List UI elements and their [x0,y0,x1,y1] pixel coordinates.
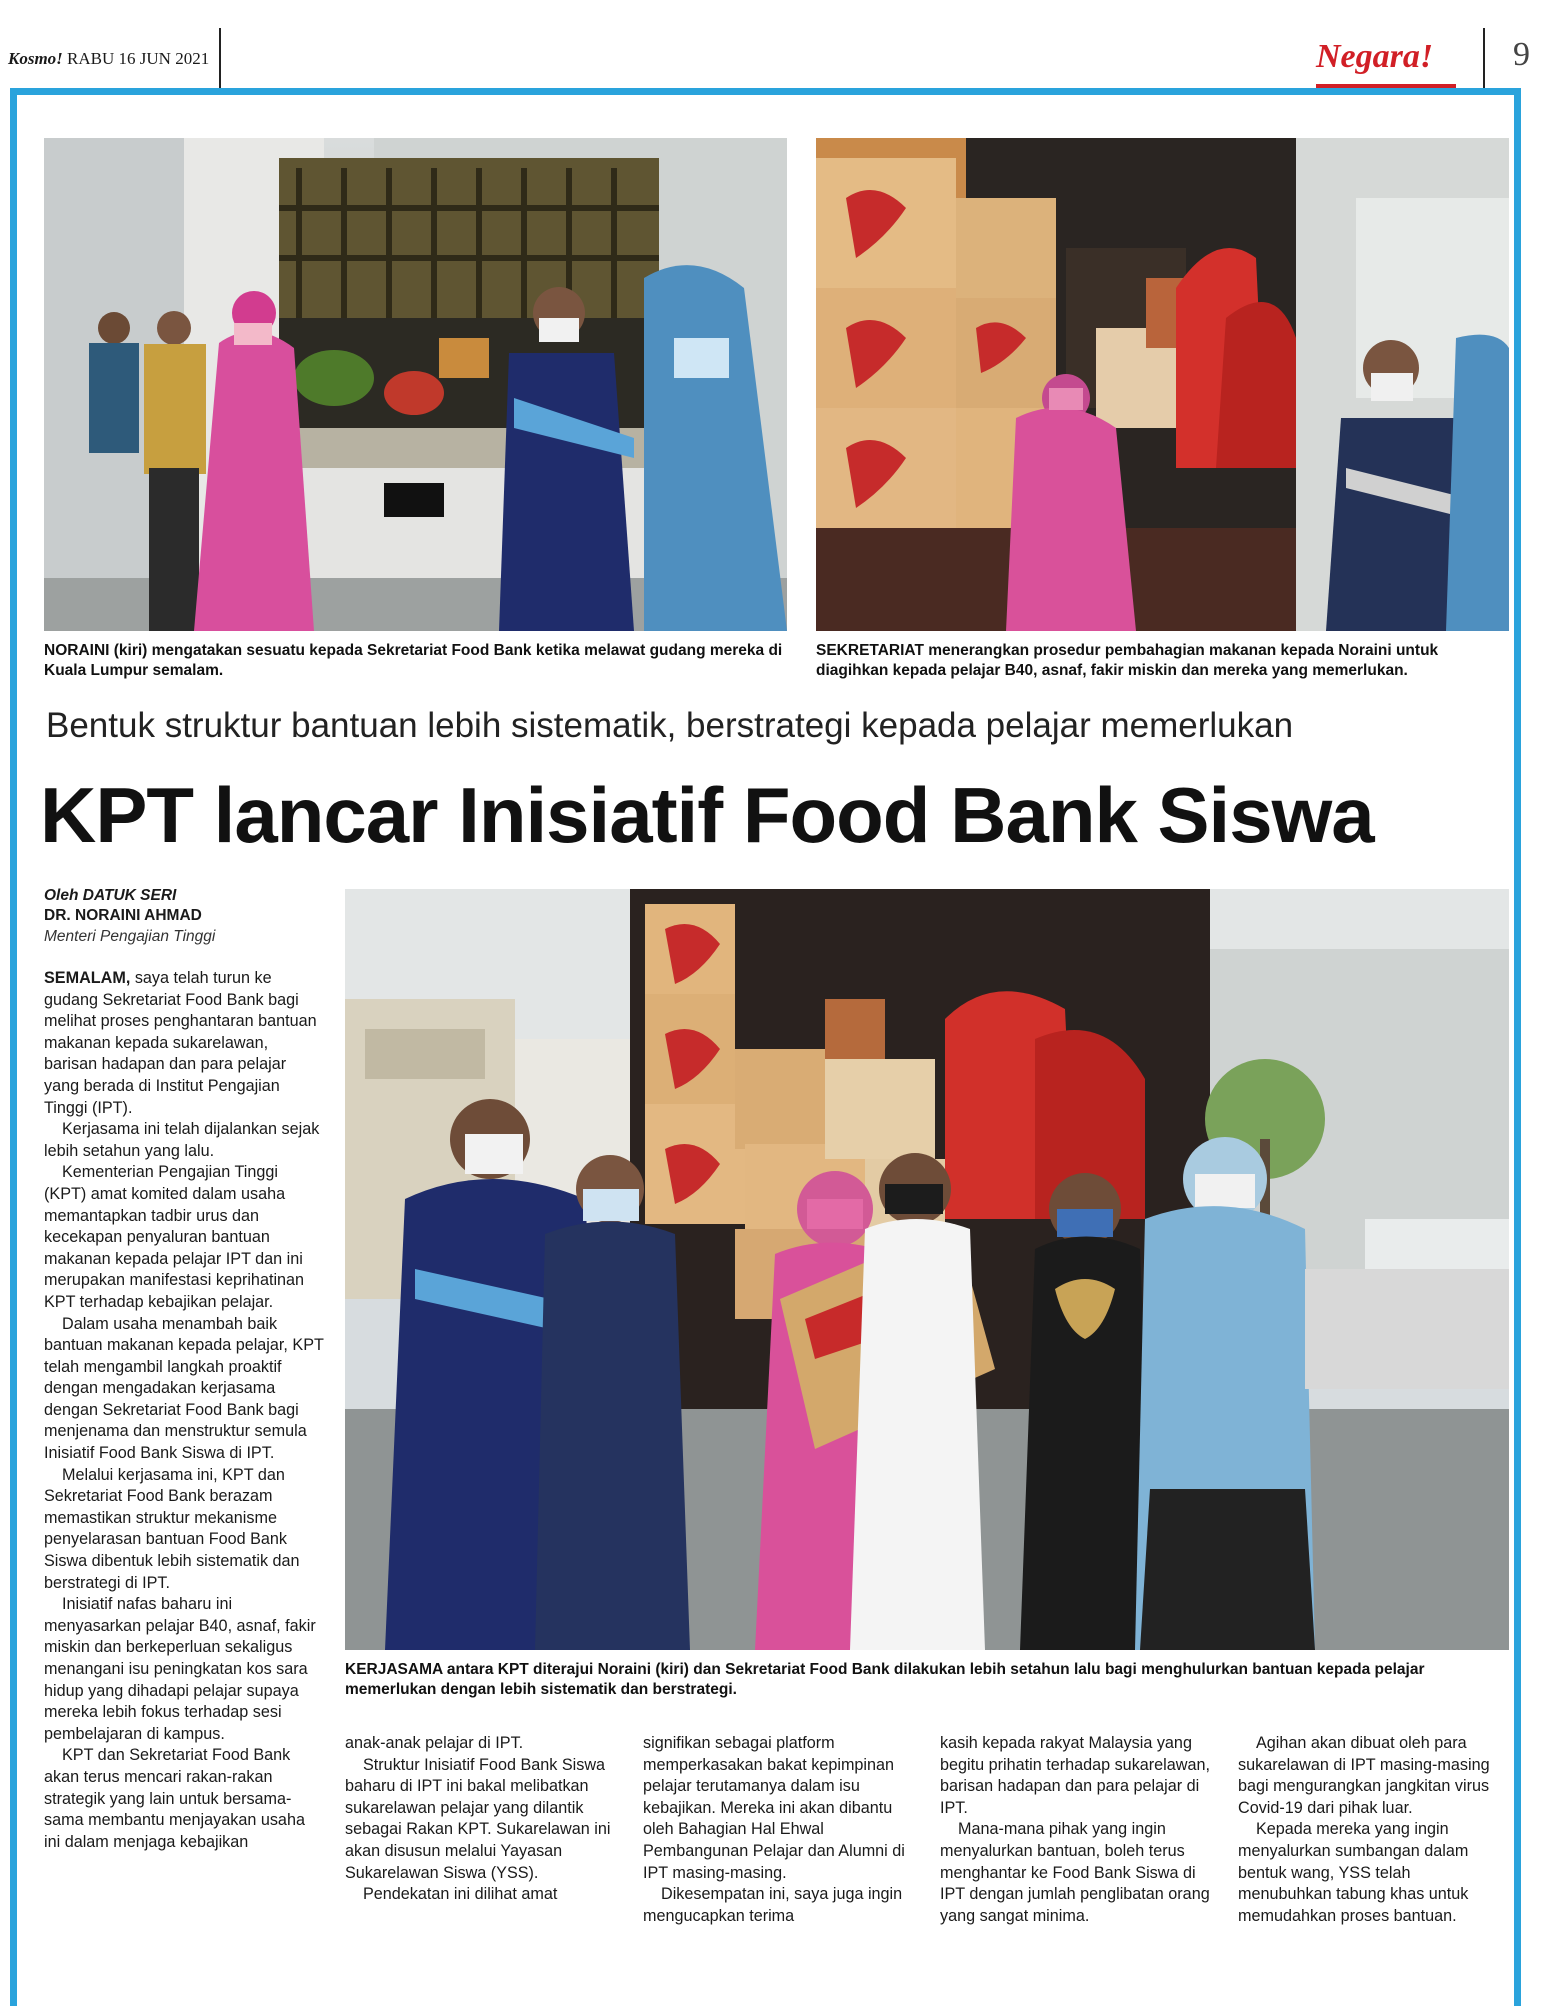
paragraph: Kerjasama ini telah dijalankan sejak lebih setahun yang lalu. [44,1120,320,1160]
paragraph: Mana-mana pihak yang ingin menyalurkan bantuan, boleh terus menghantar ke Food Bank Siswa di IPT dengan jumlah penglibatan orang yang sangat minima. [940,1820,1210,1925]
article-kicker: Bentuk struktur bantuan lebih sistematik, berstrategi kepada pelajar memerlukan [46,706,1294,745]
photo-group-handover [345,889,1509,1650]
lead-word: SEMALAM, [44,969,131,987]
byline-prefix: Oleh DATUK SERI [44,887,177,904]
paragraph: Pendekatan ini dilihat amat [363,1885,558,1904]
photo-warehouse-visit [44,138,787,631]
photo-caption [44,641,787,681]
paragraph: Agihan akan dibuat oleh para sukarelawan di IPT masing-masing bagi mengurangkan jangkitan virus Covid-19 dari pihak luar. [1238,1734,1490,1817]
paragraph: Dikesempatan ini, saya juga ingin mengucapkan terima [643,1885,903,1925]
caption-lead: NORAINI [44,642,110,659]
paragraph [44,968,324,1119]
paragraph-text: saya telah turun ke gudang Sekretariat Food Bank bagi melihat proses penghantaran bantuan makanan kepada sukarelawan, barisan hadapan dan para pelajar yang berada di Institut Pengajian Tinggi (IPT). [44,969,317,1117]
divider [1483,28,1485,88]
divider [219,28,221,88]
article-column-4 [940,1733,1210,1927]
byline-role: Menteri Pengajian Tinggi [44,928,216,945]
paragraph: Kepada mereka yang ingin menyalurkan sumbangan dalam bentuk wang, YSS telah menubuhkan tabung khas untuk memudahkan proses bantuan. [1238,1820,1469,1925]
page-number: 9 [1513,36,1530,73]
article-headline: KPT lancar Inisiatif Food Bank Siswa [40,771,1374,859]
caption-text: menerangkan prosedur pembahagian makanan kepada Noraini untuk diagihkan kepada pelajar B40, asnaf, fakir miskin dan mereka yang memerlukan. [816,642,1439,679]
caption-text: (kiri) mengatakan sesuatu kepada Sekretariat Food Bank ketika melawat gudang mereka di Kuala Lumpur semalam. [44,642,783,679]
byline [44,886,324,948]
page-header [0,0,1554,92]
paragraph: anak-anak pelajar di IPT. [345,1734,524,1752]
photo-truck-briefing [816,138,1509,631]
paragraph: Melalui kerjasama ini, KPT dan Sekretariat Food Bank berazam memastikan struktur mekanisme penyelarasan bantuan Food Bank Siswa dibentuk lebih sistematik dan berstrategi di IPT. [44,1465,300,1592]
brand-name: Kosmo! [8,49,63,68]
caption-lead: SEKRETARIAT [816,642,924,659]
masthead [8,49,209,69]
paragraph: Inisiatif nafas baharu ini menyasarkan pelajar B40, asnaf, fakir miskin dan berkeperluan sekaligus menangani isu peningkatan kos sara hidup yang dihadapi pelajar supaya mereka lebih fokus terhadap sesi pembelajaran di kampus. [44,1595,316,1743]
paragraph: kasih kepada rakyat Malaysia yang begitu prihatin terhadap sukarelawan, barisan hadapan dan para pelajar di IPT. [940,1734,1210,1817]
photo-caption [345,1660,1509,1700]
article-column-3 [643,1733,913,1927]
paragraph: Dalam usaha menambah baik bantuan makanan kepada pelajar, KPT telah mengambil langkah proaktif dengan mengadakan kerjasama dengan Sekretariat Food Bank bagi menjenama dan menstruktur semula Inisiatif Food Bank Siswa di IPT. [44,1314,324,1463]
article-column-5 [1238,1733,1508,1927]
paragraph: KPT dan Sekretariat Food Bank akan terus mencari rakan-rakan strategik yang lain untuk bersama-sama membantu menjayakan usaha ini dalam menjaga kebajikan [44,1746,305,1851]
section-label: Negara! [1316,38,1434,75]
caption-text: antara KPT diterajui Noraini (kiri) dan Sekretariat Food Bank dilakukan lebih setahun lalu bagi menghulurkan bantuan kepada pelajar memerlukan dengan lebih sistematik dan berstrategi. [345,1661,1425,1698]
article-column-2 [345,1733,615,1906]
issue-date: RABU 16 JUN 2021 [67,49,210,68]
photo-caption [816,641,1509,681]
article-column-1 [44,968,324,1853]
byline-name: DR. NORAINI AHMAD [44,907,202,924]
paragraph: Kementerian Pengajian Tinggi (KPT) amat komited dalam usaha memantapkan tadbir urus dan kecekapan penyaluran bantuan makanan kepada pelajar IPT dan ini merupakan manifestasi keprihatinan KPT terhadap kebajikan pelajar. [44,1163,305,1311]
paragraph: signifikan sebagai platform memperkasakan bakat kepimpinan pelajar terutamanya dalam isu kebajikan. Mereka ini akan dibantu oleh Bahagian Hal Ehwal Pembangunan Pelajar dan Alumni di IPT masing-masing. [643,1734,905,1882]
paragraph: Struktur Inisiatif Food Bank Siswa baharu di IPT ini bakal melibatkan sukarelawan pelajar yang dilantik sebagai Rakan KPT. Sukarelawan ini akan disusun melalui Yayasan Sukarelawan Siswa (YSS). [345,1755,611,1882]
caption-lead: KERJASAMA [345,1661,443,1678]
